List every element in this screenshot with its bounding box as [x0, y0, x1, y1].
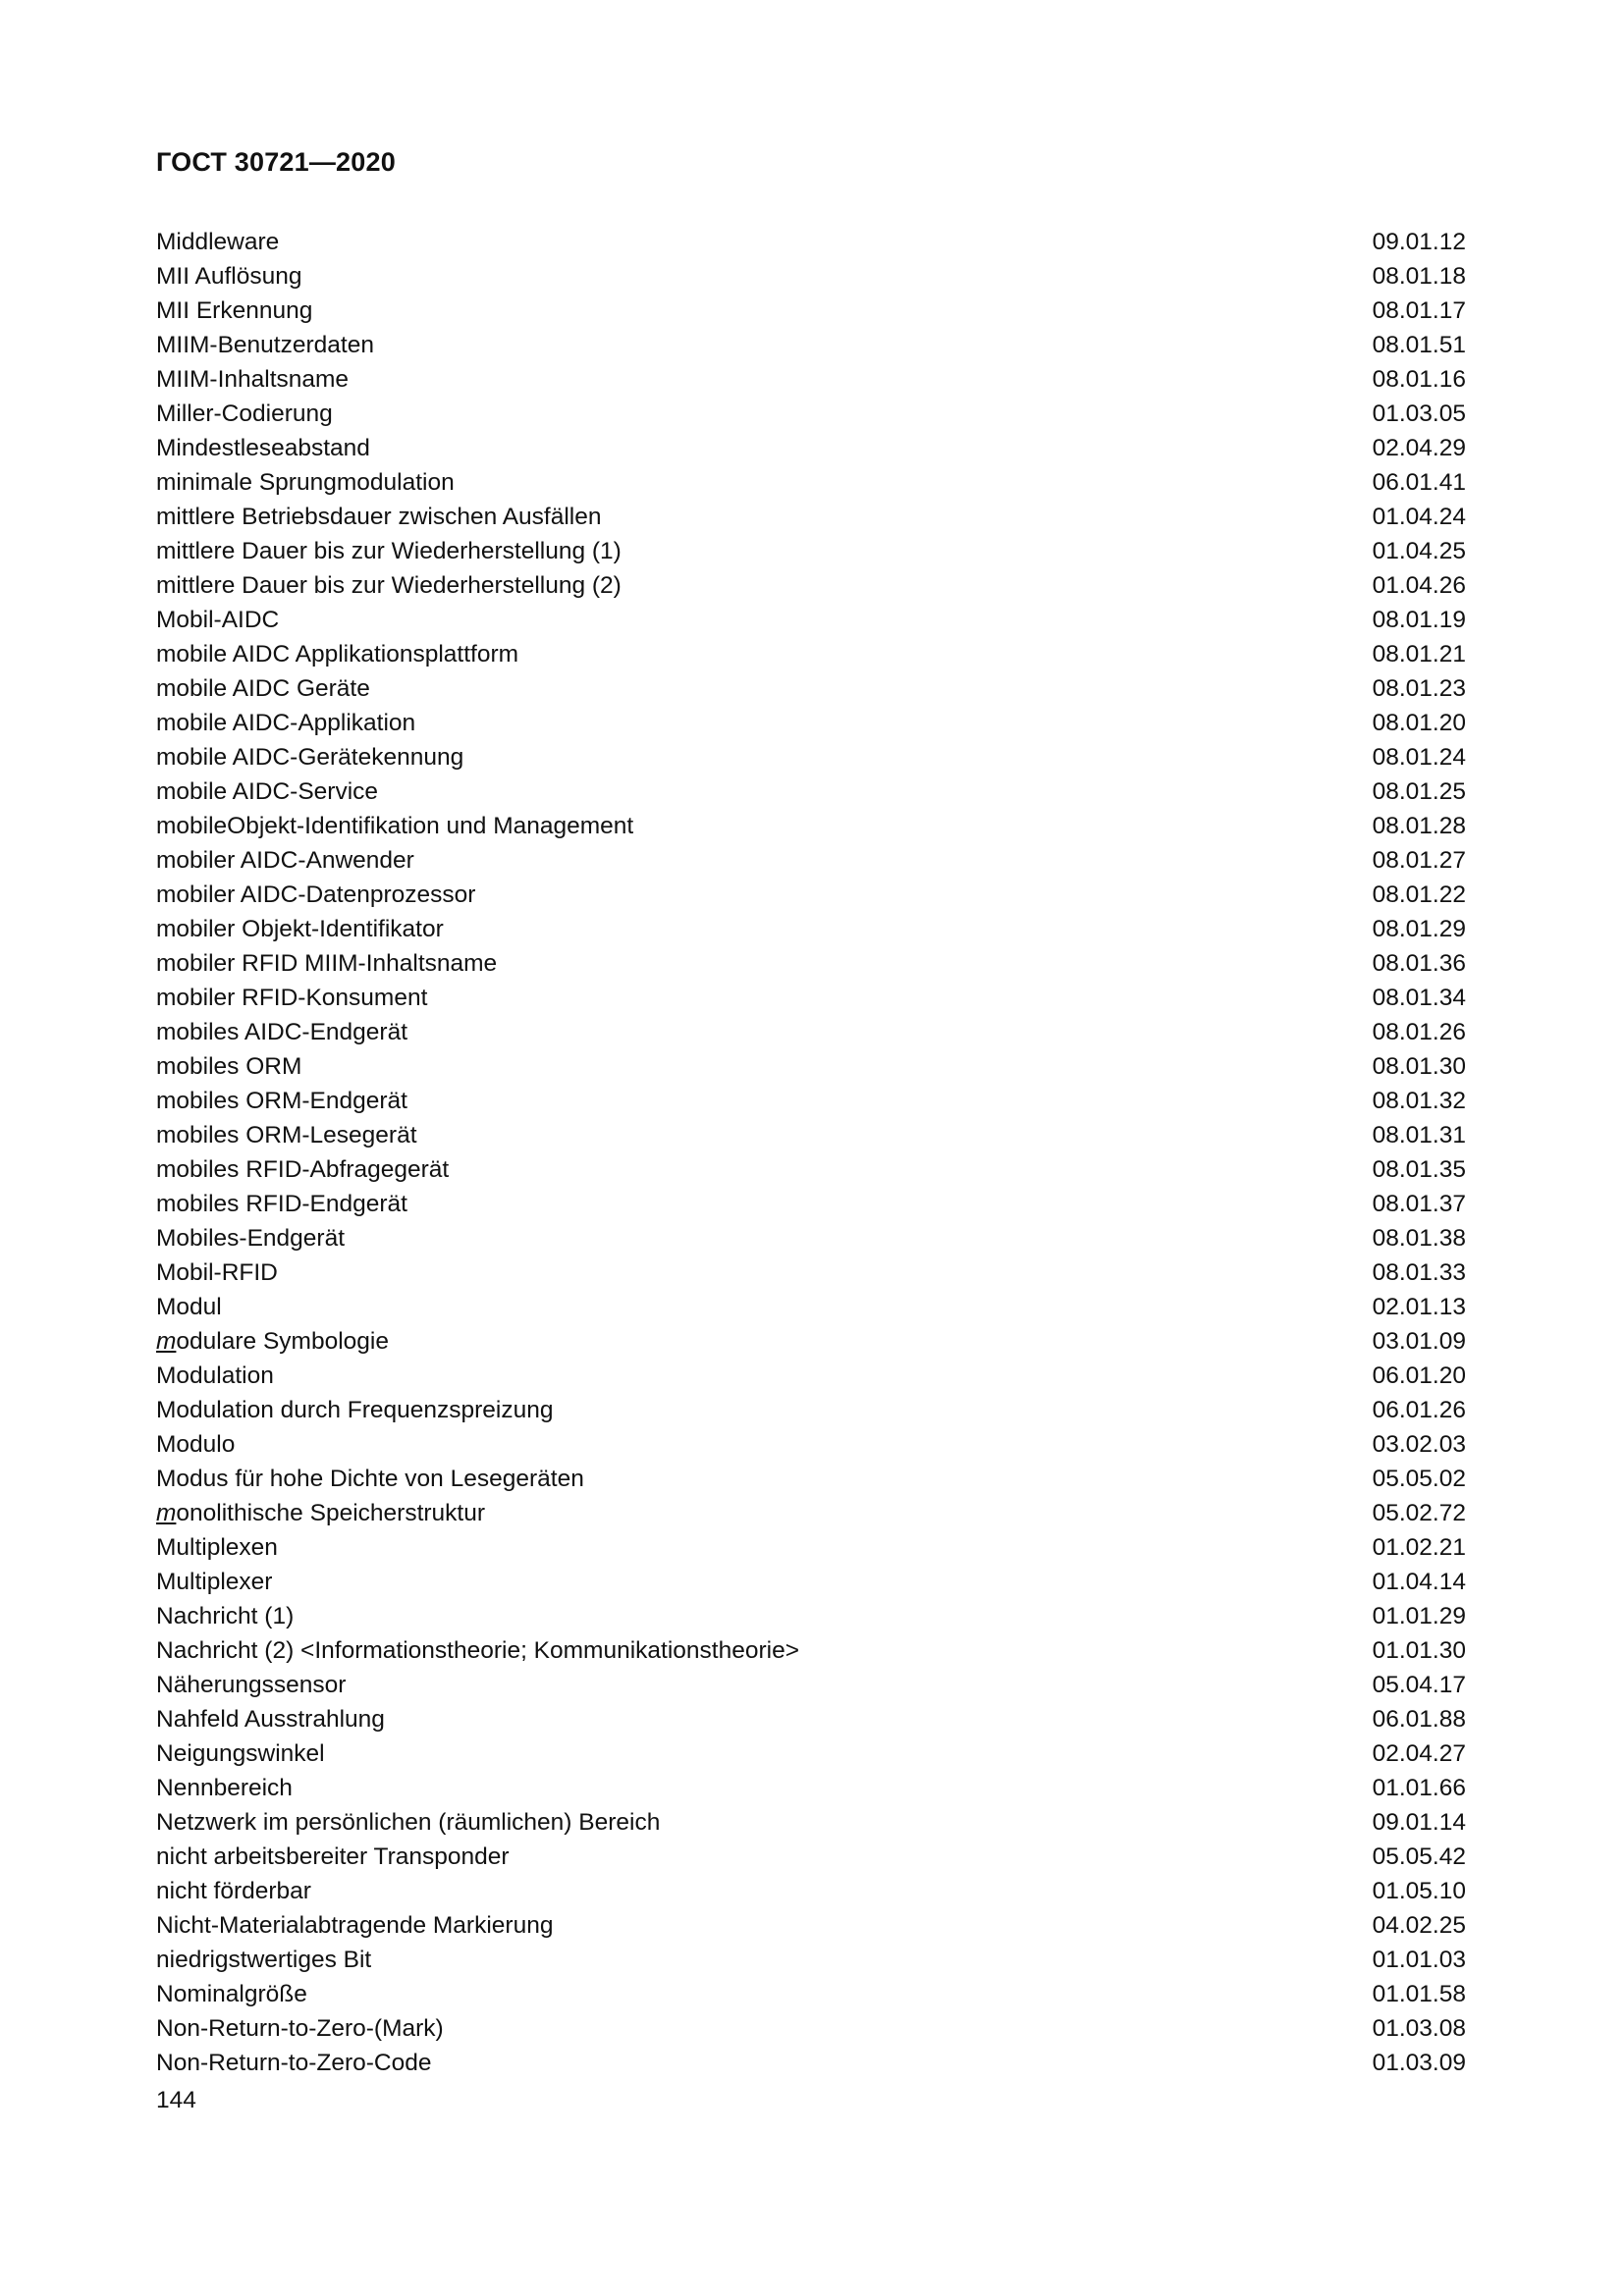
term-rest: onolithische Speicherstruktur	[176, 1500, 485, 1526]
index-reference: 08.01.37	[1372, 1191, 1466, 1217]
index-term: mobiles AIDC-Endgerät	[156, 1019, 408, 1045]
index-entry	[156, 1874, 1466, 1908]
index-reference: 08.01.38	[1372, 1225, 1466, 1252]
index-entry	[156, 740, 1466, 774]
index-term: mobile AIDC Geräte	[156, 675, 370, 702]
index-reference: 08.01.30	[1372, 1053, 1466, 1080]
index-entry	[156, 981, 1466, 1015]
index-term: mobile AIDC-Applikation	[156, 710, 416, 736]
index-term: Nicht-Materialabtragende Markierung	[156, 1912, 554, 1939]
index-entry	[156, 671, 1466, 706]
index-term: mobiler RFID-Konsument	[156, 985, 428, 1011]
index-term: Neigungswinkel	[156, 1740, 325, 1767]
index-reference: 08.01.32	[1372, 1088, 1466, 1114]
index-term: mittlere Dauer bis zur Wiederherstellung (2)	[156, 572, 622, 599]
index-term: nicht förderbar	[156, 1878, 311, 1904]
index-term: Nachricht (1)	[156, 1603, 295, 1629]
index-entry	[156, 1049, 1466, 1084]
index-reference: 01.03.08	[1372, 2015, 1466, 2042]
index-term: Mobil-AIDC	[156, 607, 280, 633]
index-term: Mindestleseabstand	[156, 435, 370, 461]
index-entry	[156, 1462, 1466, 1496]
index-entry	[156, 534, 1466, 568]
index-reference: 08.01.51	[1372, 332, 1466, 358]
index-entry	[156, 637, 1466, 671]
index-entry	[156, 809, 1466, 843]
index-term: niedrigstwertiges Bit	[156, 1947, 372, 1973]
index-entry	[156, 1152, 1466, 1187]
index-term: mobiler AIDC-Datenprozessor	[156, 881, 476, 908]
index-entry	[156, 1221, 1466, 1255]
index-entry	[156, 1015, 1466, 1049]
index-term: Modulation durch Frequenzspreizung	[156, 1397, 554, 1423]
index-term: Modul	[156, 1294, 222, 1320]
index-reference: 08.01.31	[1372, 1122, 1466, 1148]
index-entry	[156, 1427, 1466, 1462]
index-entry	[156, 465, 1466, 500]
index-entry	[156, 1771, 1466, 1805]
index-term: Miller-Codierung	[156, 400, 333, 427]
index-entry	[156, 878, 1466, 912]
index-term: mobiler Objekt-Identifikator	[156, 916, 444, 942]
index-entry	[156, 1977, 1466, 2011]
index-reference: 08.01.19	[1372, 607, 1466, 633]
index-entry	[156, 843, 1466, 878]
index-term: MIIM-Inhaltsname	[156, 366, 350, 393]
index-reference: 08.01.17	[1372, 297, 1466, 324]
index-reference: 01.05.10	[1372, 1878, 1466, 1904]
index-term: mobile AIDC-Gerätekennung	[156, 744, 464, 771]
index-entry	[156, 946, 1466, 981]
index-entry	[156, 2011, 1466, 2046]
marked-initial: m	[156, 1328, 177, 1355]
index-term: nicht arbeitsbereiter Transponder	[156, 1843, 510, 1870]
index-entry	[156, 1908, 1466, 1943]
index-entry	[156, 1118, 1466, 1152]
index-term: mittlere Dauer bis zur Wiederherstellung (1)	[156, 538, 622, 564]
index-reference: 06.01.88	[1372, 1706, 1466, 1733]
index-reference: 01.04.24	[1372, 504, 1466, 530]
index-reference: 02.01.13	[1372, 1294, 1466, 1320]
index-entry	[156, 1805, 1466, 1840]
index-reference: 08.01.20	[1372, 710, 1466, 736]
index-reference: 02.04.27	[1372, 1740, 1466, 1767]
index-reference: 08.01.29	[1372, 916, 1466, 942]
index-reference: 01.04.26	[1372, 572, 1466, 599]
index-reference: 01.03.05	[1372, 400, 1466, 427]
index-entry	[156, 1943, 1466, 1977]
index-reference: 01.03.09	[1372, 2050, 1466, 2076]
index-entry	[156, 1324, 1466, 1359]
index-entry	[156, 1599, 1466, 1633]
index-entry	[156, 568, 1466, 603]
index-reference: 09.01.14	[1372, 1809, 1466, 1836]
index-term	[156, 1496, 485, 1530]
index-reference: 06.01.26	[1372, 1397, 1466, 1423]
index-reference: 01.02.21	[1372, 1534, 1466, 1561]
index-term: mobiles ORM-Lesegerät	[156, 1122, 417, 1148]
index-term: Modus für hohe Dichte von Lesegeräten	[156, 1466, 584, 1492]
index-reference: 06.01.41	[1372, 469, 1466, 496]
index-entry	[156, 1702, 1466, 1736]
index-reference: 08.01.25	[1372, 778, 1466, 805]
index-reference: 05.04.17	[1372, 1672, 1466, 1698]
index-term: Modulo	[156, 1431, 236, 1458]
index-term: Non-Return-to-Zero-Code	[156, 2050, 432, 2076]
index-reference: 08.01.36	[1372, 950, 1466, 977]
index-entry	[156, 1496, 1466, 1530]
index-reference: 01.01.03	[1372, 1947, 1466, 1973]
index-entry	[156, 603, 1466, 637]
index-entry	[156, 1668, 1466, 1702]
index-term: MIIM-Benutzerdaten	[156, 332, 374, 358]
index-reference: 06.01.20	[1372, 1362, 1466, 1389]
index-reference: 09.01.12	[1372, 229, 1466, 255]
index-reference: 03.01.09	[1372, 1328, 1466, 1355]
index-entry	[156, 225, 1466, 259]
index-reference: 08.01.27	[1372, 847, 1466, 874]
index-entry	[156, 397, 1466, 431]
index-term: Modulation	[156, 1362, 274, 1389]
index-entry	[156, 1255, 1466, 1290]
index-entry	[156, 328, 1466, 362]
index-reference: 03.02.03	[1372, 1431, 1466, 1458]
index-term: Näherungssensor	[156, 1672, 347, 1698]
marked-initial: m	[156, 1500, 177, 1526]
index-reference: 05.02.72	[1372, 1500, 1466, 1526]
index-entry	[156, 774, 1466, 809]
index-entry	[156, 1840, 1466, 1874]
index-term: Netzwerk im persönlichen (räumlichen) Bereich	[156, 1809, 661, 1836]
index-entry	[156, 1565, 1466, 1599]
index-term: Nennbereich	[156, 1775, 293, 1801]
index-term: Mobil-RFID	[156, 1259, 278, 1286]
index-term: mobile AIDC-Service	[156, 778, 379, 805]
index-term: mobiler RFID MIIM-Inhaltsname	[156, 950, 498, 977]
index-entry	[156, 259, 1466, 294]
index-term: Mobiles-Endgerät	[156, 1225, 346, 1252]
index-term: MII Auflösung	[156, 263, 302, 290]
index-entry	[156, 500, 1466, 534]
index-entry	[156, 1187, 1466, 1221]
index-reference: 01.04.14	[1372, 1569, 1466, 1595]
index-reference: 08.01.23	[1372, 675, 1466, 702]
index-reference: 01.01.29	[1372, 1603, 1466, 1629]
index-term: Middleware	[156, 229, 280, 255]
index-reference: 01.01.66	[1372, 1775, 1466, 1801]
index-reference: 02.04.29	[1372, 435, 1466, 461]
index-reference: 08.01.24	[1372, 744, 1466, 771]
index-term: Non-Return-to-Zero-(Mark)	[156, 2015, 444, 2042]
index-reference: 08.01.18	[1372, 263, 1466, 290]
index-term: Nominalgröße	[156, 1981, 307, 2007]
index-reference: 08.01.26	[1372, 1019, 1466, 1045]
index-entry	[156, 1633, 1466, 1668]
index-term: mobileObjekt-Identifikation und Management	[156, 813, 634, 839]
index-reference: 05.05.42	[1372, 1843, 1466, 1870]
index-term: Multiplexer	[156, 1569, 273, 1595]
index-entry	[156, 1359, 1466, 1393]
index-entry	[156, 2046, 1466, 2080]
index-reference: 08.01.34	[1372, 985, 1466, 1011]
term-rest: odulare Symbologie	[176, 1328, 389, 1355]
index-list	[156, 225, 1466, 2080]
index-reference: 08.01.16	[1372, 366, 1466, 393]
page-header: ГОСТ 30721—2020	[156, 147, 396, 177]
page-number: 144	[156, 2087, 196, 2113]
index-reference: 08.01.28	[1372, 813, 1466, 839]
index-reference: 05.05.02	[1372, 1466, 1466, 1492]
index-reference: 08.01.21	[1372, 641, 1466, 667]
index-term	[156, 1324, 389, 1359]
index-term: Multiplexen	[156, 1534, 278, 1561]
index-term: mobile AIDC Applikationsplattform	[156, 641, 519, 667]
index-entry	[156, 1530, 1466, 1565]
index-term: minimale Sprungmodulation	[156, 469, 455, 496]
index-reference: 01.04.25	[1372, 538, 1466, 564]
index-entry	[156, 362, 1466, 397]
index-entry	[156, 1290, 1466, 1324]
index-entry	[156, 294, 1466, 328]
index-entry	[156, 431, 1466, 465]
index-entry	[156, 912, 1466, 946]
index-reference: 08.01.35	[1372, 1156, 1466, 1183]
index-entry	[156, 1393, 1466, 1427]
index-reference: 01.01.58	[1372, 1981, 1466, 2007]
index-reference: 04.02.25	[1372, 1912, 1466, 1939]
index-entry	[156, 706, 1466, 740]
index-term: MII Erkennung	[156, 297, 313, 324]
index-term: mobiler AIDC-Anwender	[156, 847, 414, 874]
index-entry	[156, 1084, 1466, 1118]
index-entry	[156, 1736, 1466, 1771]
index-term: mobiles RFID-Endgerät	[156, 1191, 407, 1217]
index-term: Nahfeld Ausstrahlung	[156, 1706, 385, 1733]
index-reference: 08.01.22	[1372, 881, 1466, 908]
index-term: Nachricht (2) <Informationstheorie; Kommunikationstheorie>	[156, 1637, 800, 1664]
index-term: mobiles ORM-Endgerät	[156, 1088, 407, 1114]
index-reference: 01.01.30	[1372, 1637, 1466, 1664]
index-term: mobiles RFID-Abfragegerät	[156, 1156, 450, 1183]
index-term: mobiles ORM	[156, 1053, 302, 1080]
index-term: mittlere Betriebsdauer zwischen Ausfällen	[156, 504, 602, 530]
index-reference: 08.01.33	[1372, 1259, 1466, 1286]
